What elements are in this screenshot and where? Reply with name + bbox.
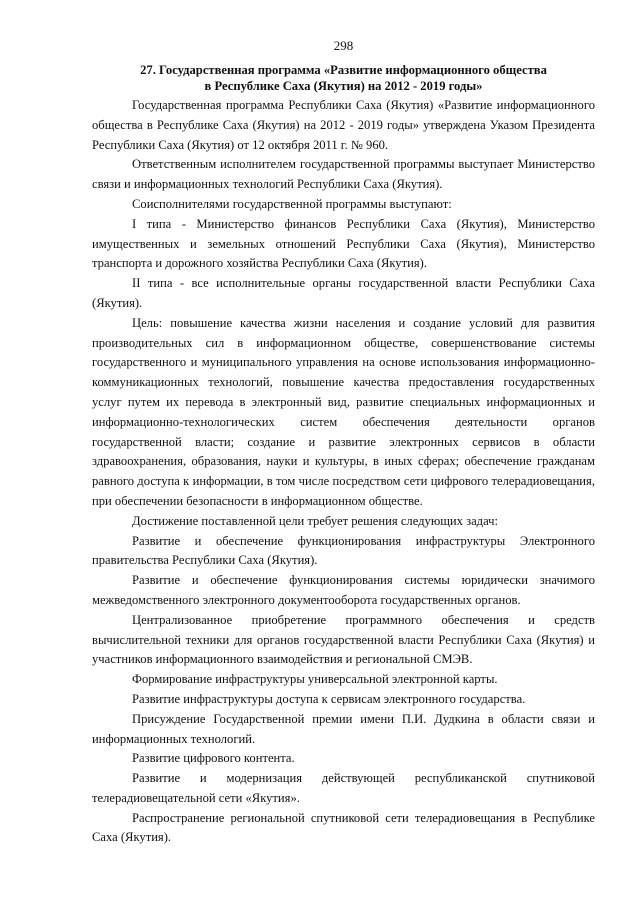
paragraph-task-satellite-network: Развитие и модернизация действующей республиканской спутниковой телерадиовещательной сети «Якутия». (92, 771, 595, 805)
paragraph-tasks-intro: Достижение поставленной цели требует решения следующих задач: (132, 513, 499, 528)
paragraph-task-document-flow: Развитие и обеспечение функционирования системы юридически значимого межведомственного электронного документооборота государственных органов. (92, 573, 595, 607)
paragraph-task-state-prize: Присуждение Государственной премии имени П.И. Дудкина в области связи и информационных технологий. (92, 711, 595, 746)
paragraph-co-executors-intro: Соисполнителями государственной программы выступают: (132, 196, 452, 211)
section-title-line-2: в Республике Саха (Якутия) на 2012 - 2019 годы» (204, 79, 483, 93)
paragraph-program-approval: Государственная программа Республики Саха (Якутия) «Развитие информационного общества в Республике Саха (Якутия) на 2012 - 2019 годы» утверждена Указом Президента Республики Саха (Якутия) от 12 октября 2011 г. № 960. (92, 98, 595, 152)
paragraph-task-software-procurement: Централизованное приобретение программного обеспечения и средств вычислительной техники для органов государственной власти Республики Саха (Якутия) и участников информационного взаимодействия и региональной СМЭВ. (92, 612, 595, 667)
paragraph-task-digital-content: Развитие цифрового контента. (132, 751, 295, 766)
page-content (92, 38, 595, 848)
paragraph-co-executors-type-2: II типа - все исполнительные органы государственной власти Республики Саха (Якутия). (92, 276, 595, 310)
paragraph-co-executors-type-1: I типа - Министерство финансов Республики Саха (Якутия), Министерство имущественных и земельных отношений Республики Саха (Якутия), Министерство транспорта и дорожного хозяйства Республики Саха (Якутия). (92, 216, 595, 271)
paragraph-goal: Цель: повышение качества жизни населения и создание условий для развития производительных сил в информационном обществе, совершенствование системы государственного и муниципального управления на основе использования информационно-коммуникационных технологий, повышение качества предоставления государственных услуг путем их перевода в электронный вид, развитие специальных информационных и информационно-технологических систем обеспечения деятельности органов государственной власти; создание и развитие электронных сервисов в области здравоохранения, образования, науки и культуры, в иных сферах; обеспечение гражданам равного доступа к информации, в том числе посредством сети цифрового телерадиовещания, при обеспечении безопасности в информационном обществе. (92, 315, 595, 508)
paragraph-task-regional-broadcasting: Распространение региональной спутниковой сети телерадиовещания в Республике Саха (Якутия). (92, 810, 595, 845)
section-title-line-1: 27. Государственная программа «Развитие информационного общества (140, 63, 547, 77)
page-number: 298 (333, 38, 354, 53)
paragraph-task-e-government: Развитие и обеспечение функционирования инфраструктуры Электронного правительства Республики Саха (Якутия). (92, 533, 595, 568)
paragraph-responsible-executor: Ответственным исполнителем государственной программы выступает Министерство связи и информационных технологий Республики Саха (Якутия). (92, 157, 595, 192)
paragraph-task-electronic-card: Формирование инфраструктуры универсальной электронной карты. (132, 672, 498, 687)
section-title (92, 62, 595, 94)
paragraph-task-access-infrastructure: Развитие инфраструктуры доступа к сервисам электронного государства. (132, 691, 526, 706)
